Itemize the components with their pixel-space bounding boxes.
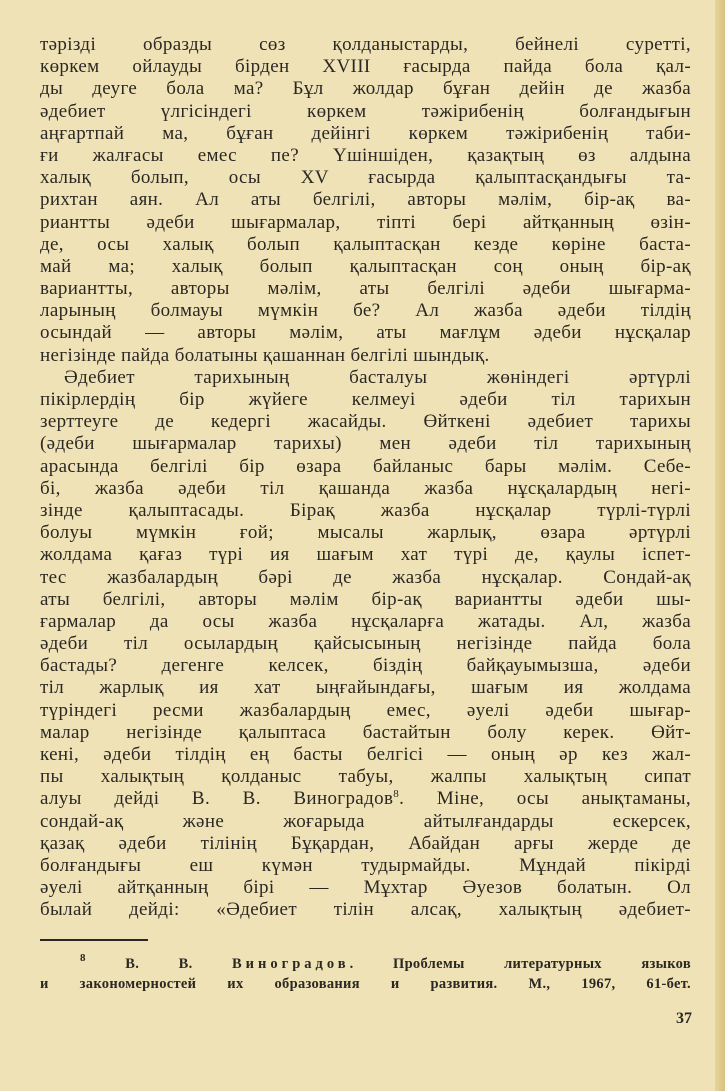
text-line bbox=[40, 411, 691, 433]
text-line-content: болғандығы еш күмән тудырмайды. Мұндай пікірді bbox=[40, 854, 691, 876]
page-number: 37 bbox=[676, 1010, 692, 1027]
text-line-content: малар негізінде қалыптаса бастайтын болу керек. Өйт- bbox=[40, 721, 691, 743]
text-line-content: бі, жазба әдеби тіл қашанда жазба нұсқалардың негі- bbox=[40, 477, 691, 499]
text-line-content: риантты әдеби шығармалар, тіпті бері айтқанның өзін- bbox=[40, 211, 691, 233]
text-line bbox=[40, 367, 691, 389]
text-line bbox=[40, 611, 691, 633]
text-line bbox=[40, 833, 691, 855]
text-line bbox=[40, 788, 691, 810]
footnote-author: Виноградов bbox=[232, 956, 350, 972]
text-line-content: әдебиет үлгісіндегі көркем тәжірибенің болғандығын bbox=[40, 100, 691, 122]
text-line bbox=[40, 811, 691, 833]
text-line bbox=[40, 544, 691, 566]
text-line-content: былай дейді: «Әдебиет тілін алсақ, халықтың әдебиет- bbox=[40, 899, 691, 921]
text-line-content: болуы мүмкін ғой; мысалы жарлық, өзара әртүрлі bbox=[40, 522, 691, 544]
text-line-content: әуелі айтқанның бірі — Мұхтар Әуезов болатын. Ол bbox=[40, 877, 691, 899]
text-line bbox=[40, 145, 691, 167]
text-line-content: халық болып, осы XV ғасырда қалыптасқандығы та- bbox=[40, 167, 691, 189]
text-line-content: көркем ойлауды бірден XVIII ғасырда пайда бола қал- bbox=[40, 56, 691, 78]
text-line bbox=[40, 433, 691, 455]
text-line bbox=[40, 633, 691, 655]
text-line bbox=[40, 123, 691, 145]
footnote-line-2: и закономерностей их образования и развития. М., 1967, 61-бет. bbox=[40, 976, 691, 992]
text-line bbox=[40, 899, 691, 921]
text-line-content: кені, әдеби тілдің ең басты белгісі — оның әр кез жал- bbox=[40, 744, 691, 765]
footnote-initials: В. В. bbox=[125, 956, 193, 972]
text-line-content: тес жазбалардың бәрі де жазба нұсқалар. Сондай-ақ bbox=[40, 566, 691, 588]
text-line bbox=[40, 256, 691, 278]
text-line-content: пы халықтың қолданыс табуы, жалпы халықтың сипат bbox=[40, 766, 691, 788]
text-line-content: осындай — авторы мәлім, аты мағлұм әдеби нұсқалар bbox=[40, 322, 691, 344]
text-line-content: аты белгілі, авторы мәлім бір-ақ вариантты әдеби шы- bbox=[40, 588, 691, 610]
text-line-content: рихтан аян. Ал аты белгілі, авторы мәлім, бір-ақ ва- bbox=[40, 189, 691, 211]
text-line-content: зерттеуге де кедергі жасайды. Өйткені әдебиет тарихы bbox=[40, 411, 691, 433]
text-line-content: Әдебиет тарихының басталуы жөніндегі әртүрлі bbox=[64, 366, 691, 388]
text-line bbox=[40, 589, 691, 611]
text-line-content: ғармалар да осы жазба нұсқаларға жатады. Ал, жазба bbox=[40, 610, 691, 632]
text-line-content: май ма; халық болып қалыптасқан соң оның бір-ақ bbox=[40, 255, 691, 277]
text-line-content: бастады? дегенге келсек, біздің байқауымызша, әдеби bbox=[40, 655, 691, 677]
text-line-content: аңғартпай ма, бұған дейінгі көркем тәжірибенің таби- bbox=[40, 122, 691, 144]
text-line-content: тіл жарлық ия хат ыңғайындағы, шағым ия жолдама bbox=[40, 677, 691, 699]
text-line bbox=[40, 78, 691, 100]
body-text bbox=[40, 34, 691, 922]
footnote-separator bbox=[40, 939, 148, 941]
text-line-content: сондай-ақ және жоғарыда айтылғандарды ескерсек, bbox=[40, 810, 691, 832]
text-line-content: де, осы халық болып қалыптасқан кезде көріне баста- bbox=[40, 233, 691, 255]
text-line-content: ларының болмауы мүмкін бе? Ал жазба әдеби тілдің bbox=[40, 300, 691, 322]
text-line bbox=[40, 389, 691, 411]
text-line bbox=[40, 522, 691, 544]
text-line bbox=[40, 567, 691, 589]
text-line-content: ды деуге бола ма? Бұл жолдар бұған дейін де жазба bbox=[40, 78, 691, 100]
text-line bbox=[40, 855, 691, 877]
text-line-content: жолдама қағаз түрі ия шағым хат түрі де, қаулы іспет- bbox=[40, 544, 691, 566]
text-line bbox=[40, 744, 691, 766]
text-line bbox=[40, 478, 691, 500]
footnote-marker: 8 bbox=[80, 952, 86, 964]
text-line-content: ғи жалғасы емес пе? Үшіншіден, қазақтың өз алдына bbox=[40, 144, 691, 166]
text-line bbox=[40, 101, 691, 123]
text-line-content: алуы дейді В. В. Виноградов bbox=[40, 788, 394, 810]
text-line-content: тәрізді образды сөз қолданыстарды, бейнелі суретті, bbox=[40, 34, 691, 55]
footnote-line-1 bbox=[40, 954, 691, 974]
page-edge-shadow bbox=[715, 0, 725, 1091]
text-line bbox=[40, 766, 691, 788]
text-line bbox=[40, 677, 691, 699]
text-line-content: пікірлердің бір жүйеге келмеуі әдеби тіл тарихын bbox=[40, 389, 691, 410]
text-line-content: (әдеби шығармалар тарихы) мен әдеби тіл тарихының bbox=[40, 433, 691, 455]
text-line-content: түріндегі ресми жазбалардың емес, әуелі әдеби шығар- bbox=[40, 699, 691, 721]
text-line-content: зінде қалыптасады. Бірақ жазба нұсқалар түрлі-түрлі bbox=[40, 499, 691, 521]
text-line bbox=[40, 877, 691, 899]
text-line bbox=[40, 456, 691, 478]
text-line bbox=[40, 300, 691, 322]
text-line bbox=[40, 34, 691, 56]
text-line bbox=[40, 189, 691, 211]
text-line bbox=[40, 500, 691, 522]
text-line-content: арасында белгілі бір өзара байланыс бары мәлім. Себе- bbox=[40, 455, 691, 477]
text-line bbox=[40, 345, 691, 367]
text-line-content: әдеби тіл осылардың қайсысының негізінде пайда бола bbox=[40, 633, 691, 655]
text-line bbox=[40, 278, 691, 300]
footnote-title: . Проблемы литературных языков bbox=[349, 956, 691, 972]
text-line-content: қазақ әдеби тілінің Бұқардан, Абайдан арғы жерде де bbox=[40, 832, 691, 854]
text-line-content: . Міне, осы анықтаманы, bbox=[399, 788, 691, 810]
text-line bbox=[40, 234, 691, 256]
text-line bbox=[40, 322, 691, 344]
text-line-content: вариантты, авторы мәлім, аты белгілі әдеби шығарма- bbox=[40, 278, 691, 300]
footnote bbox=[40, 954, 691, 994]
text-line-content: негізінде пайда болатыны қашаннан белгілі шындық. bbox=[40, 344, 490, 366]
text-line bbox=[40, 167, 691, 189]
text-line bbox=[40, 700, 691, 722]
footnote-reference[interactable]: 8 bbox=[393, 788, 400, 801]
text-line bbox=[40, 655, 691, 677]
text-line bbox=[40, 56, 691, 78]
text-line bbox=[40, 722, 691, 744]
text-line bbox=[40, 212, 691, 234]
